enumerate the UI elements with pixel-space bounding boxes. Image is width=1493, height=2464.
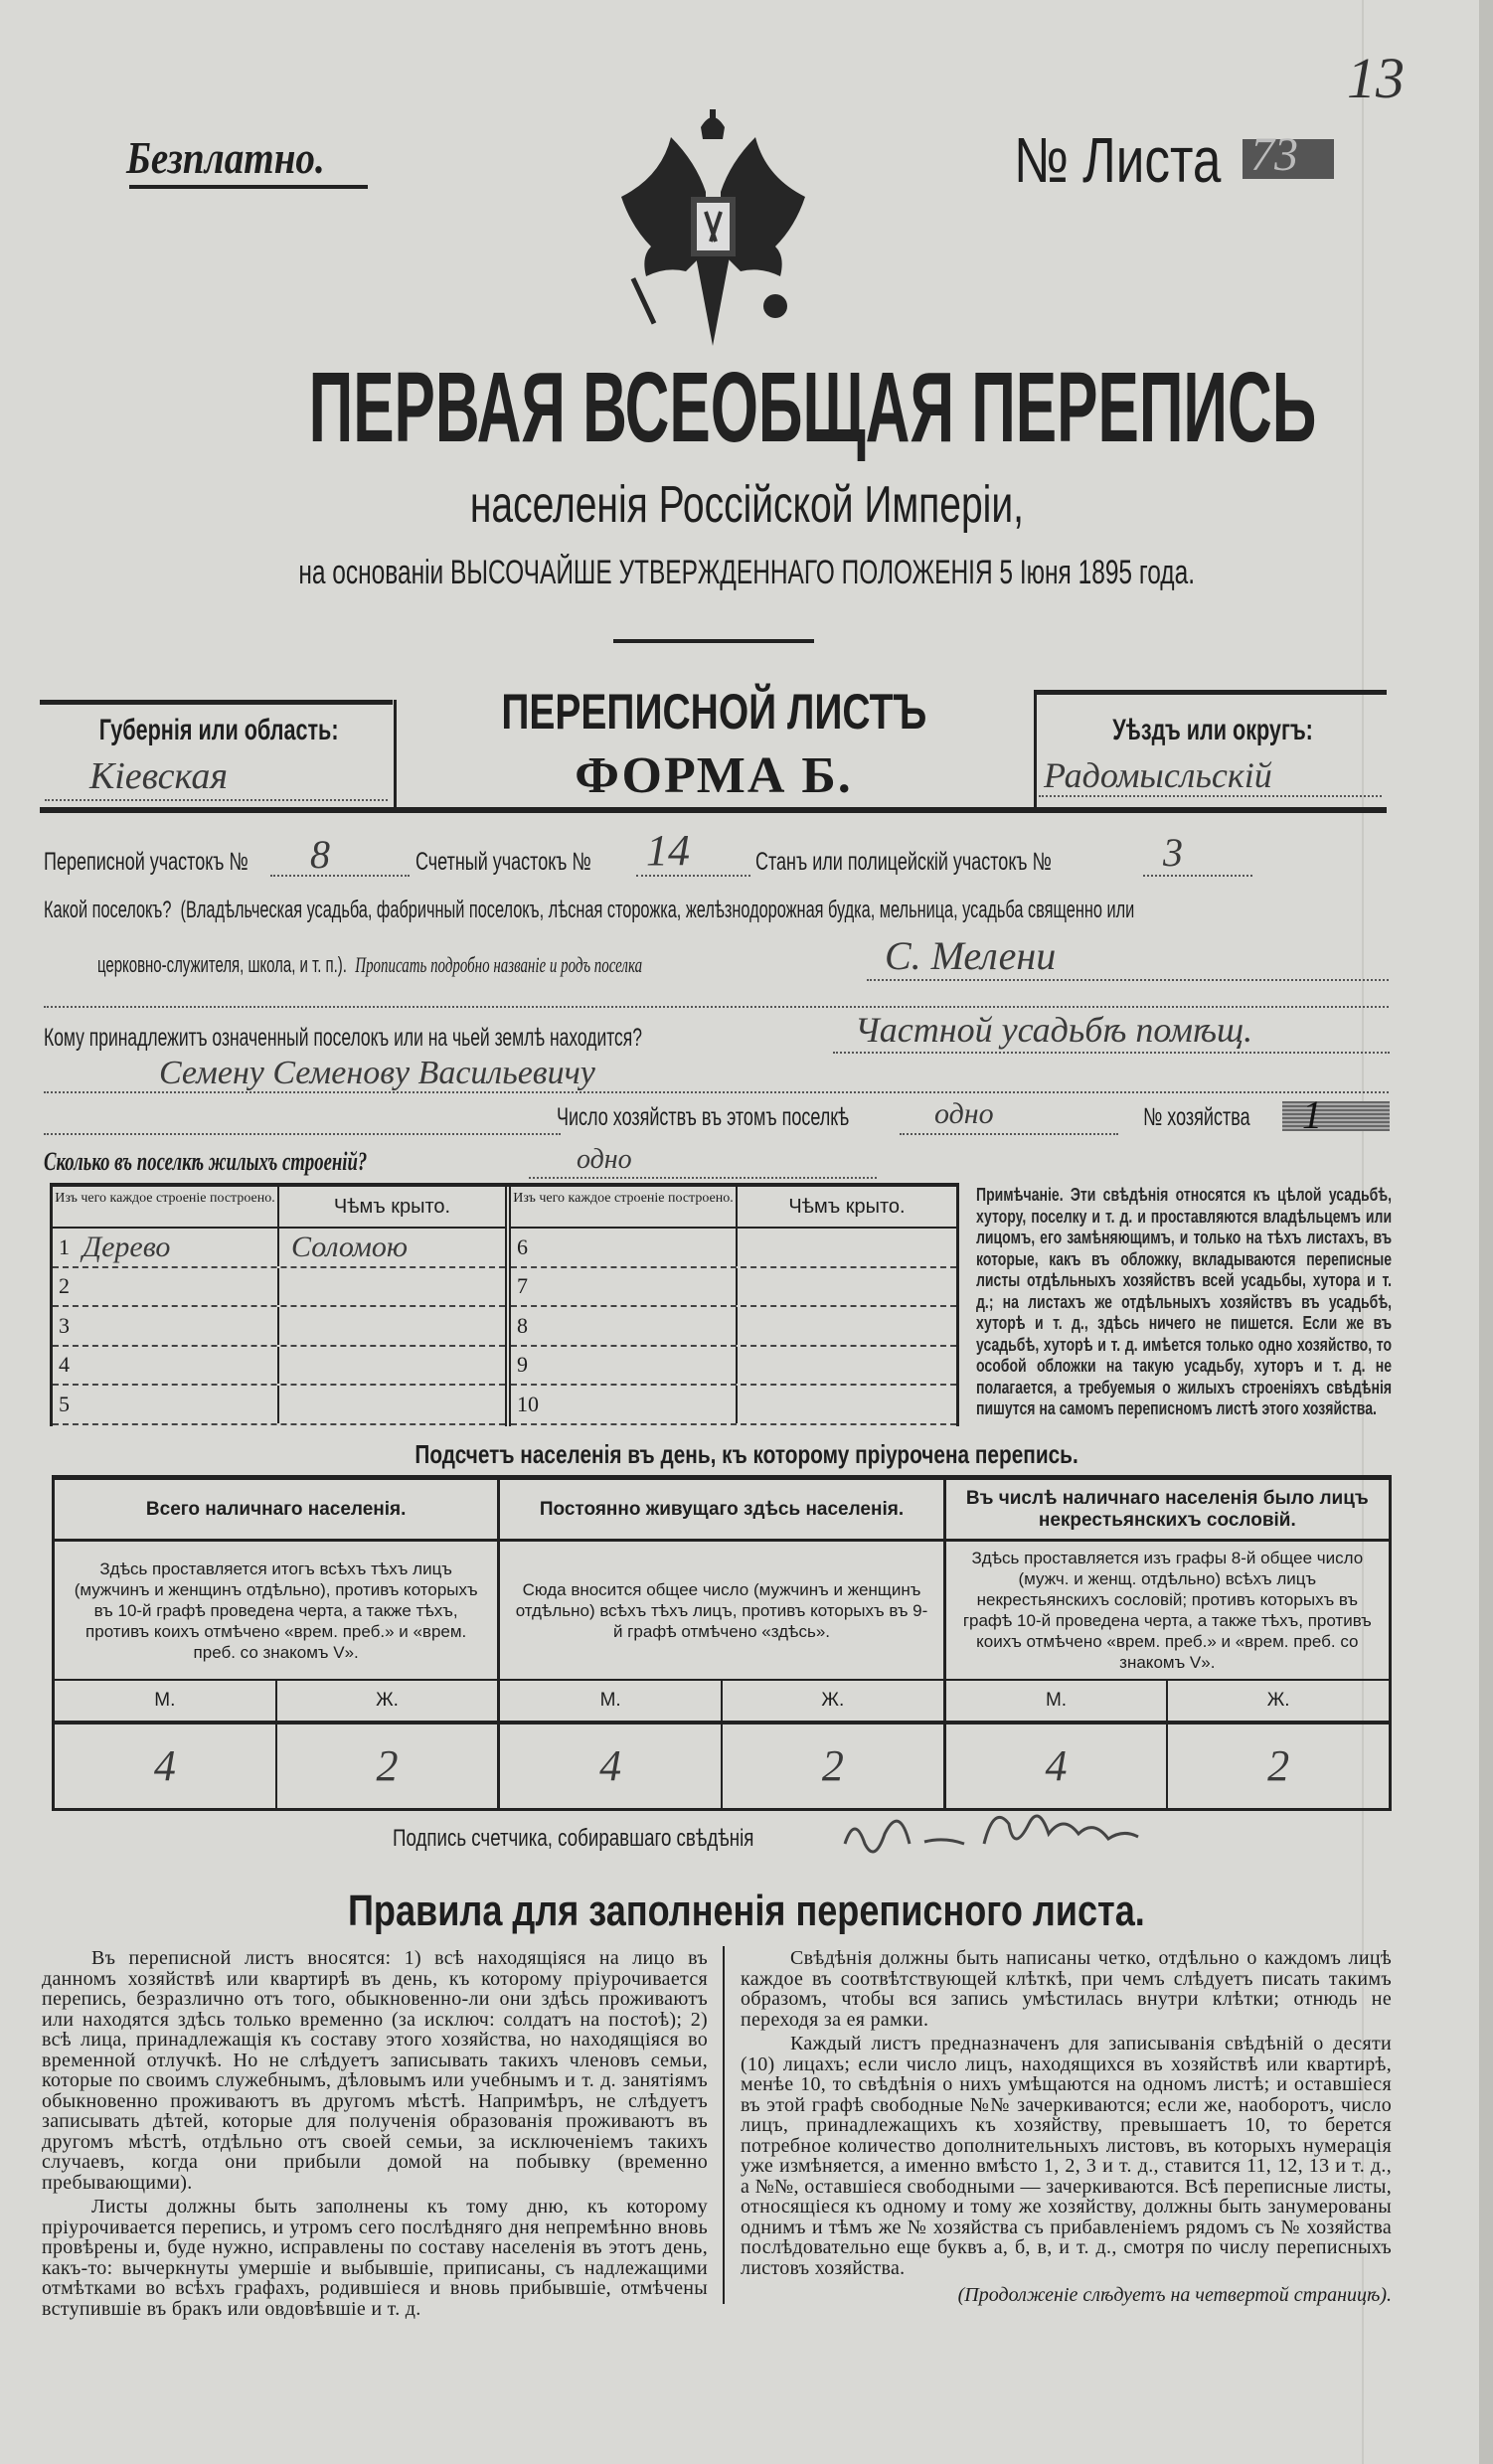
settlement-label: Какой поселокъ?: [44, 897, 172, 923]
buildings-rows-right: [511, 1229, 956, 1425]
building-row-number: 6: [517, 1233, 528, 1259]
building-roof-cell[interactable]: [279, 1386, 505, 1423]
buildings-field: [44, 1147, 493, 1177]
col-material-header-2: Изъ чего каждое строеніе построено.: [511, 1187, 738, 1227]
count-district-input[interactable]: [636, 875, 750, 877]
settlement-hint-2: церковно-служителя, школа, и т. п.).: [97, 952, 347, 977]
building-row: [53, 1347, 505, 1387]
settlement-input[interactable]: [867, 979, 1389, 981]
owner-label: Кому принадлежитъ означенный поселокъ или на чьей землѣ находится?: [44, 1024, 643, 1052]
building-material-cell[interactable]: [511, 1229, 738, 1266]
male-count-cell[interactable]: [946, 1725, 1169, 1808]
building-row: [511, 1229, 956, 1268]
rules-column-divider: [723, 1946, 725, 2304]
form-subtitle-text: ФОРМА Б.: [575, 747, 853, 804]
building-roof-cell[interactable]: [279, 1229, 505, 1266]
owner-value-2: Семену Семенову Васильевичу: [159, 1055, 595, 1091]
female-count: 2: [821, 1741, 844, 1790]
building-material-cell[interactable]: [511, 1347, 738, 1385]
census-subtitle: [0, 475, 1493, 535]
owner-field: [44, 1024, 899, 1052]
free-label-underline: [129, 185, 368, 189]
district-value: Радомысльскій: [1044, 755, 1272, 795]
building-material-cell[interactable]: [511, 1307, 738, 1345]
male-count: 4: [153, 1741, 176, 1790]
building-row-number: 10: [517, 1391, 539, 1416]
buildings-note-wrap: [976, 1185, 1392, 1423]
rules-right-paragraph-2: Каждый листъ предназначенъ для записыванія свѣдѣній о десяти (10) лицахъ; если число лицъ, находящихся въ хозяйствѣ или квартирѣ, менѣе 10, то свѣдѣнія о нихъ умѣщаются на одномъ листѣ; и оставшіеся въ этой графѣ свободные №№ зачеркиваются; если же, наоборотъ, число лицъ, принадлежащихъ къ хозяйству, превышаетъ 10, то берется потребное количество дополнительныхъ листовъ, въ которыхъ нумерація уже измѣняется, а именно вмѣсто 1, 2, 3 и т. д., ставится 11, 12, 13 и т. д., а №№, оставшіеся свободными — зачеркиваются. Всѣ переписные листы, относящіеся къ одному и тому же хозяйству, должны быть занумерованы однимъ и тѣмъ же № хозяйства съ прибавленіемъ рядомъ съ № хозяйства послѣдовательно еще буквъ а, б, в, и т. д., смотря по числу переписныхъ листовъ хозяйства.: [741, 2033, 1392, 2279]
household-no-label: № хозяйства: [1143, 1103, 1250, 1131]
population-table: [52, 1475, 1392, 1811]
building-roof-cell[interactable]: [279, 1307, 505, 1345]
building-row-number: 1: [59, 1233, 70, 1259]
settlement-hint-2-wrap: [97, 952, 642, 978]
census-district-label: Переписной участокъ №: [44, 848, 249, 876]
col-roof-header-2: Чѣмъ крыто.: [788, 1196, 906, 1218]
building-material-cell[interactable]: [511, 1386, 738, 1423]
form-box-divider-right: [1034, 690, 1037, 809]
building-roof-value: Соломою: [291, 1230, 409, 1263]
building-material-cell[interactable]: [53, 1386, 279, 1423]
households-input[interactable]: [900, 1133, 1118, 1135]
free-label-text: Безплатно.: [126, 132, 325, 183]
count-district-value: 14: [646, 826, 690, 875]
household-no-box: [1282, 1101, 1390, 1131]
district-label-text: Уѣздъ или округъ:: [1112, 714, 1313, 746]
female-count-cell[interactable]: [1168, 1725, 1389, 1808]
building-row-number: 9: [517, 1352, 528, 1378]
population-heading: [0, 1439, 1493, 1469]
census-basis-text: на основаніи ВЫСОЧАЙШЕ УТВЕРЖДЕННАГО ПОЛОЖЕНІЯ 5 Іюня 1895 года.: [298, 554, 1195, 591]
population-column: [55, 1480, 500, 1808]
free-label: [126, 131, 360, 184]
owner-input[interactable]: [833, 1052, 1390, 1054]
building-row: [511, 1386, 956, 1425]
male-count: 4: [1045, 1741, 1068, 1790]
population-column: [946, 1480, 1389, 1808]
count-district-label: Счетный участокъ №: [415, 848, 591, 876]
police-district-field: [755, 848, 1167, 877]
signature-label-text: Подпись счетчика, собиравшаго свѣдѣнія: [393, 1825, 754, 1852]
building-row-number: 8: [517, 1312, 528, 1338]
enumerator-signature: [835, 1804, 1233, 1864]
province-value: Кіевская: [89, 755, 229, 797]
male-count: 4: [599, 1741, 622, 1790]
col-roof-header: Чѣмъ крыто.: [333, 1196, 451, 1218]
buildings-input[interactable]: [529, 1177, 877, 1179]
building-roof-cell[interactable]: [738, 1229, 956, 1266]
form-title: [394, 684, 1034, 739]
corner-page-number: 13: [1347, 46, 1405, 110]
settlement-label-line: [44, 897, 1134, 924]
signature-label: [393, 1825, 856, 1853]
police-district-input[interactable]: [1143, 875, 1252, 877]
building-row: [511, 1268, 956, 1308]
buildings-table: [50, 1183, 959, 1426]
form-box-top-right: [1034, 690, 1387, 695]
building-material-cell[interactable]: [53, 1347, 279, 1385]
rules-left-column: [42, 1948, 708, 2323]
household-no-value: 1: [1302, 1092, 1322, 1137]
form-box-bottom: [40, 807, 1387, 813]
building-material-cell[interactable]: [511, 1268, 738, 1306]
building-row-number: 2: [59, 1273, 70, 1299]
male-count-cell[interactable]: [500, 1725, 723, 1808]
female-count-cell[interactable]: [277, 1725, 498, 1808]
sheet-number-label-text: № Листа: [1014, 124, 1222, 196]
population-column: [500, 1480, 945, 1808]
census-subtitle-text: населенія Россійской Имперіи,: [469, 476, 1024, 534]
male-label: М.: [500, 1681, 723, 1721]
male-label: М.: [55, 1681, 277, 1721]
building-row: [511, 1307, 956, 1347]
buildings-value: одно: [577, 1144, 632, 1175]
building-roof-cell[interactable]: [738, 1268, 956, 1306]
female-count: 2: [1267, 1741, 1290, 1790]
building-row: [53, 1307, 505, 1347]
rules-left-paragraph-1: Въ переписной листъ вносятся: 1) всѣ находящіяся на лицо въ данномъ хозяйствѣ или квартирѣ въ день, къ которому пріурочивается перепись, безразлично отъ того, обыкновенно-ли они здѣсь проживаютъ или находятся здѣсь только временно (за исключ: солдатъ на постоѣ); 2) всѣ лица, принадлежащія къ составу этого хозяйства, но находящіяся во временной отлучкѣ. Но не слѣдуетъ записывать такихъ членовъ семьи, которые по своимъ служебнымъ, дѣловымъ или учебнымъ и т. д. занятіямъ обыкновенно проживаютъ въ другомъ мѣстѣ. Напримѣръ, не слѣдуетъ записывать дѣтей, которые для полученія образованія проживаютъ въ другомъ мѣстѣ, отдѣльно отъ своей семьи, за исключеніемъ такихъ случаевъ, когда они прибыли домой на побывку (временно пребывающими).: [42, 1947, 708, 2194]
census-district-field: [44, 848, 328, 877]
sheet-number-label: [1014, 123, 1272, 197]
police-district-value: 3: [1163, 830, 1183, 875]
female-count-cell[interactable]: [723, 1725, 943, 1808]
building-row-number: 5: [59, 1391, 70, 1416]
census-basis: [0, 554, 1493, 592]
building-roof-cell[interactable]: [738, 1386, 956, 1423]
district-dotted-line: [1039, 795, 1382, 797]
count-district-field: [415, 848, 659, 877]
buildings-note: Примѣчаніе. Эти свѣдѣнія относятся къ цѣлой усадьбѣ, хутору, поселку и т. д. и проставляются владѣльцемъ или лицомъ, его замѣняющимъ, и только на тѣхъ листахъ, въ которые, какъ въ обложку, вкладываются переписные листы отдѣльныхъ хозяйствъ всей усадьбы, хутора и т. д.; на листахъ же отдѣльныхъ хозяйствъ въ усадьбѣ, хуторѣ и т. д., здѣсь ничего не пишется. Если же въ усадьбѣ, хуторѣ и т. д. имѣется только одно хозяйство, то особой обложки на такую усадьбу, хуторъ и т. д. не полагается, а требуемыя о жилыхъ строеніяхъ свѣдѣнія пишутся на самомъ переписномъ листѣ этого хозяйства.: [976, 1185, 1393, 1418]
buildings-table-header-left: [53, 1187, 505, 1229]
census-title: [0, 353, 1493, 462]
population-column-desc: Здѣсь проставляется итогъ всѣхъ тѣхъ лицъ (мужчинъ и женщинъ отдѣльно), противъ которыхъ въ 10-й графѣ проведена черта, а также тѣхъ, противъ коихъ отмѣчено «врем. преб.» и «врем. преб. со знакомъ V».: [55, 1542, 497, 1681]
sheet-number-value: 73: [1250, 128, 1298, 181]
building-material-cell[interactable]: [53, 1268, 279, 1306]
population-column-title: Въ числѣ наличнаго населенія было лицъ некрестьянскихъ сословій.: [946, 1480, 1389, 1542]
settlement-hint-line2: [97, 952, 899, 978]
female-label: Ж.: [376, 1690, 399, 1711]
buildings-rows-left: [53, 1229, 505, 1425]
building-roof-cell[interactable]: [738, 1307, 956, 1345]
title-rule: [613, 639, 814, 643]
population-column-desc: Здѣсь проставляется изъ графы 8-й общее число (мужч. и женщ. отдѣльно) всѣхъ лицъ некрестьянскихъ сословій; противъ которыхъ въ графѣ 10-й проведена черта, а также тѣхъ, противъ коихъ отмѣчено «врем. преб.» и «врем. преб. со знакомъ V».: [946, 1542, 1389, 1681]
province-label: [50, 714, 388, 747]
district-label: [1039, 714, 1387, 747]
col-material-header: Изъ чего каждое строеніе построено.: [53, 1187, 279, 1227]
owner-value-1: Частной усадьбѣ помѣщ.: [855, 1010, 1253, 1050]
form-box-top-left: [40, 700, 393, 705]
population-column-desc: Сюда вносится общее число (мужчинъ и женщинъ отдѣльно) всѣхъ тѣхъ лицъ, противъ которыхъ въ 9-й графѣ отмѣчено «здѣсь».: [500, 1542, 942, 1681]
settlement-value: С. Мелени: [885, 933, 1057, 978]
settlement-hint: (Владѣльческая усадьба, фабричный поселокъ, лѣсная сторожка, желѣзнодорожная будка, мельница, усадьба священно или: [180, 897, 1135, 923]
building-material-value: Дерево: [83, 1230, 171, 1263]
province-dotted-line: [45, 799, 388, 801]
rules-left-paragraph-2: Листы должны быть заполнены къ тому дню, къ которому пріурочивается перепись, и утромъ сего послѣдняго дня непремѣнно вновь провѣрены и, буде нужно, исправлены по составу населенія въ этотъ день, какъ-то: вычеркнуты умершіе и выбывшіе, приписаны, съ надлежащими отмѣтками во всѣхъ графахъ, родившіеся и вновь прибывшіе, отмѣчены вступившіе въ бракъ или овдовѣвшіе и т. д.: [42, 2196, 708, 2320]
building-row: [53, 1386, 505, 1425]
households-value: одно: [934, 1097, 994, 1130]
households-field: [557, 1103, 963, 1131]
imperial-eagle-emblem: [611, 107, 815, 346]
male-count-cell[interactable]: [55, 1725, 277, 1808]
buildings-table-header-right: [511, 1187, 956, 1229]
households-label: Число хозяйствъ въ этомъ поселкѣ: [557, 1103, 850, 1131]
population-heading-text: Подсчетъ населенія въ день, къ которому пріурочена перепись.: [415, 1439, 1078, 1469]
households-leading-line: [44, 1133, 561, 1135]
population-column-title: Всего наличнаго населенія.: [55, 1480, 497, 1542]
female-count: 2: [376, 1741, 399, 1790]
building-row: [53, 1268, 505, 1308]
police-district-label: Станъ или полицейскій участокъ №: [755, 848, 1052, 876]
building-row-number: 3: [59, 1312, 70, 1338]
buildings-label: Сколько въ поселкѣ жилыхъ строеній?: [44, 1147, 368, 1176]
rules-right-paragraph-1: Свѣдѣнія должны быть написаны четко, отдѣльно о каждомъ лицѣ каждое въ соотвѣтствующей клѣткѣ, при чемъ слѣдуетъ писать такимъ образомъ, чтобы вся запись умѣстилась внутри клѣтки; отнюдь не переходя за ея рамки.: [741, 1947, 1392, 2031]
rules-continued: (Продолженіе слѣдуетъ на четвертой страницѣ).: [957, 2284, 1392, 2306]
male-label: М.: [946, 1681, 1169, 1721]
household-no-field: [1143, 1103, 1291, 1131]
building-roof-cell[interactable]: [279, 1347, 505, 1385]
owner-input-line2[interactable]: [44, 1091, 1389, 1093]
census-district-value: 8: [310, 832, 330, 877]
buildings-table-left: [53, 1187, 505, 1425]
female-label: Ж.: [1266, 1690, 1290, 1711]
census-title-text: ПЕРВАЯ ВСЕОБЩАЯ ПЕРЕПИСЬ: [308, 352, 1317, 463]
buildings-table-right: [511, 1187, 956, 1425]
settlement-input-extra-line[interactable]: [44, 1006, 1389, 1008]
building-row: [511, 1347, 956, 1387]
census-district-input[interactable]: [270, 875, 410, 877]
form-subtitle: [394, 747, 1034, 805]
building-roof-cell[interactable]: [279, 1268, 505, 1306]
building-roof-cell[interactable]: [738, 1347, 956, 1385]
building-row: [53, 1229, 505, 1268]
building-material-cell[interactable]: [53, 1229, 279, 1266]
population-column-title: Постоянно живущаго здѣсь населенія.: [500, 1480, 942, 1542]
settlement-hint-italic: Прописать подробно названіе и родъ поселка: [355, 952, 643, 977]
female-label: Ж.: [821, 1690, 845, 1711]
building-row-number: 7: [517, 1273, 528, 1299]
settlement-field: [44, 897, 1493, 924]
building-material-cell[interactable]: [53, 1307, 279, 1345]
province-label-text: Губернія или область:: [98, 714, 339, 746]
rules-right-column: [741, 1948, 1392, 2307]
rules-heading: [0, 1887, 1493, 1936]
rules-heading-text: Правила для заполненія переписного листа.: [348, 1887, 1145, 1935]
form-title-text: ПЕРЕПИСНОЙ ЛИСТЪ: [500, 684, 927, 739]
building-row-number: 4: [59, 1352, 70, 1378]
